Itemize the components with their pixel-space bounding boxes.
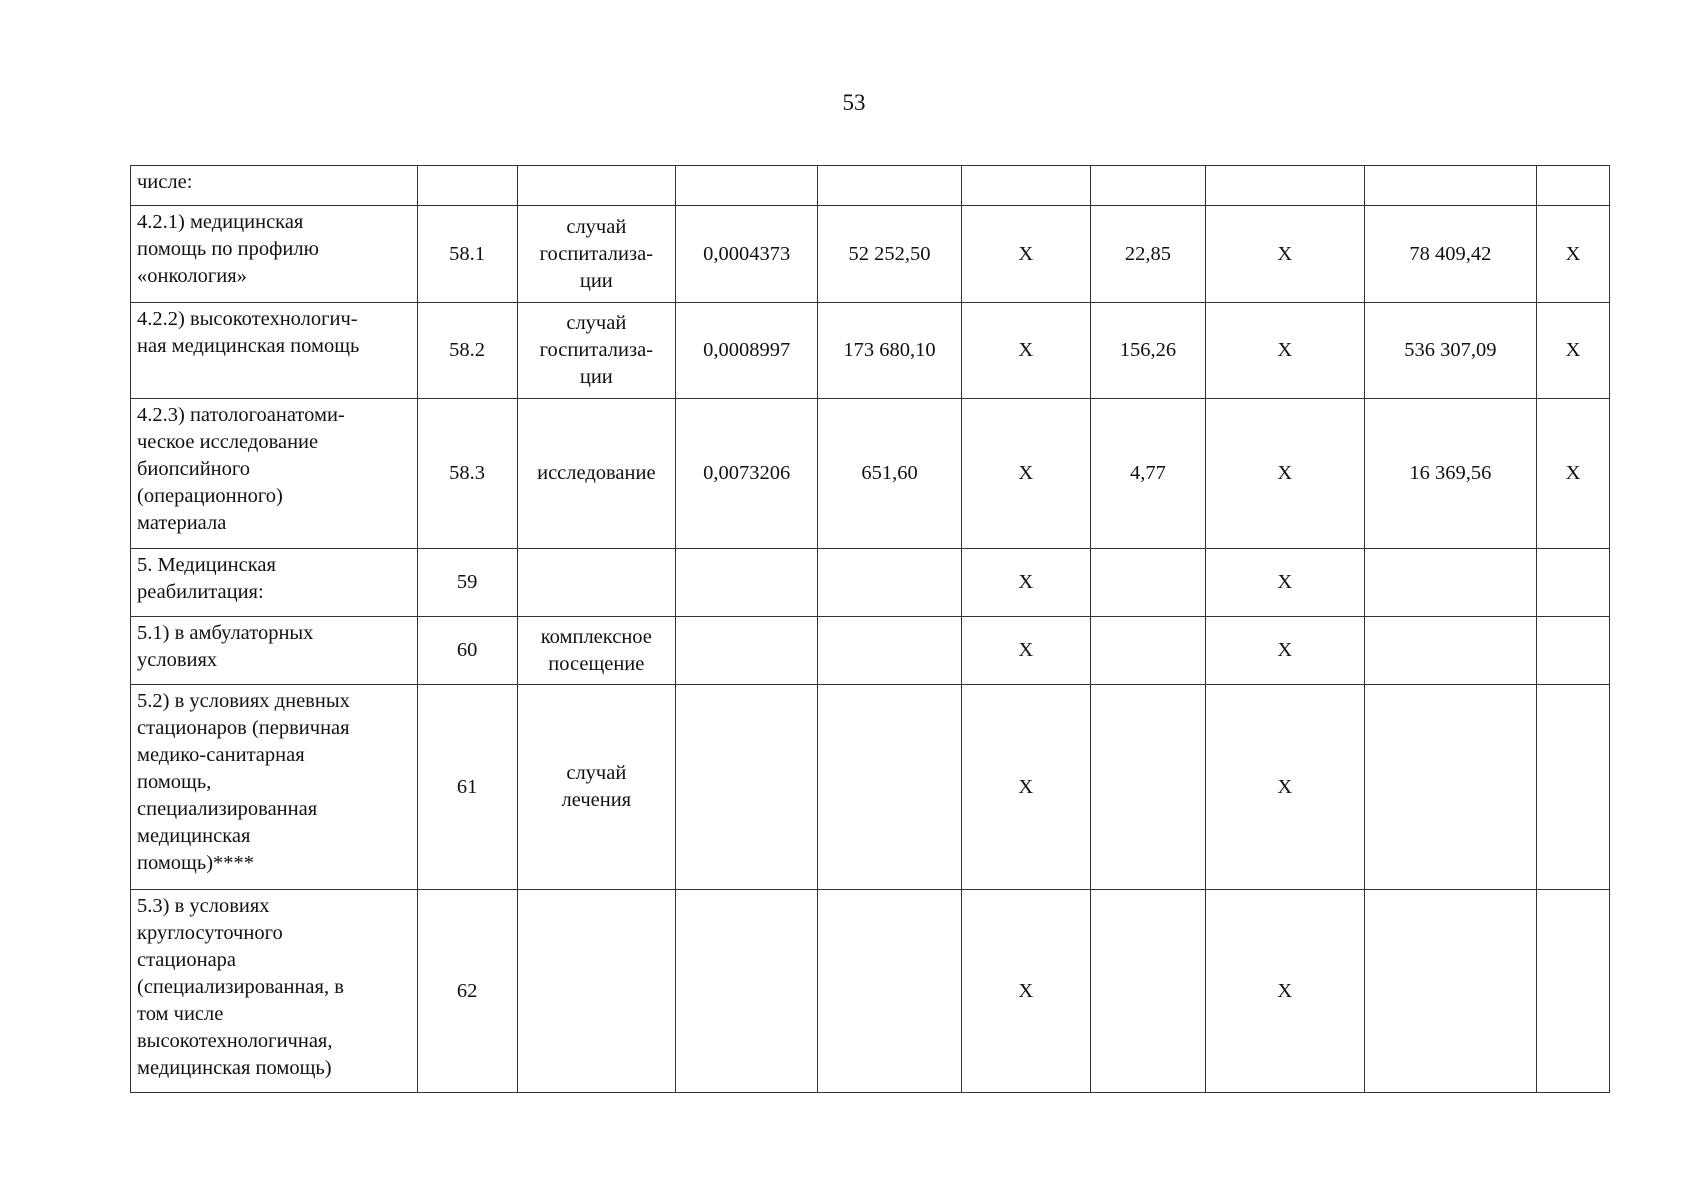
row-unit-cell: случай госпитализа- ции: [517, 303, 676, 399]
row-col6-cell: X: [961, 890, 1090, 1093]
row-volume-cell: [676, 549, 818, 617]
row-col7-cell: 22,85: [1090, 206, 1205, 303]
row-unit-cell: [517, 549, 676, 617]
row-cost-cell: [818, 685, 961, 890]
financing-table: [130, 165, 1610, 1093]
row-col10-cell: [1537, 166, 1610, 206]
row-code-cell: 62: [417, 890, 517, 1093]
row-name-cell: 4.2.2) высокотехнологич- ная медицинская помощь: [131, 303, 418, 399]
row-col7-cell: [1090, 685, 1205, 890]
row-cost-cell: [818, 549, 961, 617]
row-col7-cell: [1090, 617, 1205, 685]
row-name-cell: числе:: [131, 166, 418, 206]
row-code-cell: 60: [417, 617, 517, 685]
row-col8-cell: X: [1205, 206, 1364, 303]
row-volume-cell: 0,0004373: [676, 206, 818, 303]
row-col7-cell: [1090, 549, 1205, 617]
row-cost-cell: 173 680,10: [818, 303, 961, 399]
row-col9-cell: 78 409,42: [1364, 206, 1537, 303]
row-unit-cell: [517, 890, 676, 1093]
row-name-cell: 5.2) в условиях дневных стационаров (первичная медико-санитарная помощь, специализированная медицинская помощь)****: [131, 685, 418, 890]
row-code-cell: 58.1: [417, 206, 517, 303]
row-volume-cell: [676, 166, 818, 206]
row-code-cell: 58.3: [417, 399, 517, 549]
row-code-cell: 58.2: [417, 303, 517, 399]
row-col6-cell: X: [961, 685, 1090, 890]
row-col7-cell: 156,26: [1090, 303, 1205, 399]
row-col8-cell: X: [1205, 890, 1364, 1093]
row-name-cell: 5. Медицинская реабилитация:: [131, 549, 418, 617]
page-number: 53: [842, 90, 866, 115]
row-col10-cell: X: [1537, 303, 1610, 399]
row-col6-cell: X: [961, 399, 1090, 549]
row-code-cell: 61: [417, 685, 517, 890]
row-col9-cell: [1364, 685, 1537, 890]
row-col6-cell: [961, 166, 1090, 206]
row-unit-cell: исследование: [517, 399, 676, 549]
row-col8-cell: X: [1205, 303, 1364, 399]
row-col6-cell: X: [961, 617, 1090, 685]
row-col8-cell: X: [1205, 399, 1364, 549]
row-name-cell: 5.3) в условиях круглосуточного стационара (специализированная, в том числе высокотехнологичная, медицинская помощь): [131, 890, 418, 1093]
row-code-cell: 59: [417, 549, 517, 617]
row-col10-cell: [1537, 890, 1610, 1093]
row-cost-cell: 52 252,50: [818, 206, 961, 303]
row-cost-cell: [818, 617, 961, 685]
table-row: [131, 617, 1610, 685]
row-col10-cell: X: [1537, 399, 1610, 549]
row-name-cell: 5.1) в амбулаторных условиях: [131, 617, 418, 685]
row-unit-cell: [517, 166, 676, 206]
row-col9-cell: [1364, 549, 1537, 617]
table-row: [131, 303, 1610, 399]
row-name-cell: 4.2.1) медицинская помощь по профилю «онкология»: [131, 206, 418, 303]
row-col7-cell: 4,77: [1090, 399, 1205, 549]
row-col10-cell: [1537, 549, 1610, 617]
row-col10-cell: [1537, 617, 1610, 685]
table-row: [131, 549, 1610, 617]
row-col10-cell: X: [1537, 206, 1610, 303]
row-cost-cell: [818, 890, 961, 1093]
row-col9-cell: [1364, 166, 1537, 206]
table-row: [131, 206, 1610, 303]
row-cost-cell: 651,60: [818, 399, 961, 549]
row-cost-cell: [818, 166, 961, 206]
row-code-cell: [417, 166, 517, 206]
table-row: [131, 685, 1610, 890]
row-col9-cell: 16 369,56: [1364, 399, 1537, 549]
table-row: [131, 399, 1610, 549]
row-unit-cell: случай госпитализа- ции: [517, 206, 676, 303]
row-volume-cell: [676, 617, 818, 685]
row-volume-cell: [676, 890, 818, 1093]
row-col8-cell: [1205, 166, 1364, 206]
row-unit-cell: комплексное посещение: [517, 617, 676, 685]
row-col6-cell: X: [961, 303, 1090, 399]
row-col7-cell: [1090, 890, 1205, 1093]
row-volume-cell: [676, 685, 818, 890]
row-volume-cell: 0,0008997: [676, 303, 818, 399]
row-volume-cell: 0,0073206: [676, 399, 818, 549]
row-col8-cell: X: [1205, 549, 1364, 617]
table-row: [131, 166, 1610, 206]
row-col8-cell: X: [1205, 685, 1364, 890]
row-unit-cell: случай лечения: [517, 685, 676, 890]
table-row: [131, 890, 1610, 1093]
row-col6-cell: X: [961, 206, 1090, 303]
row-col9-cell: [1364, 890, 1537, 1093]
row-col6-cell: X: [961, 549, 1090, 617]
row-name-cell: 4.2.3) патологоанатоми- ческое исследование биопсийного (операционного) материала: [131, 399, 418, 549]
row-col7-cell: [1090, 166, 1205, 206]
row-col8-cell: X: [1205, 617, 1364, 685]
row-col10-cell: [1537, 685, 1610, 890]
row-col9-cell: 536 307,09: [1364, 303, 1537, 399]
row-col9-cell: [1364, 617, 1537, 685]
